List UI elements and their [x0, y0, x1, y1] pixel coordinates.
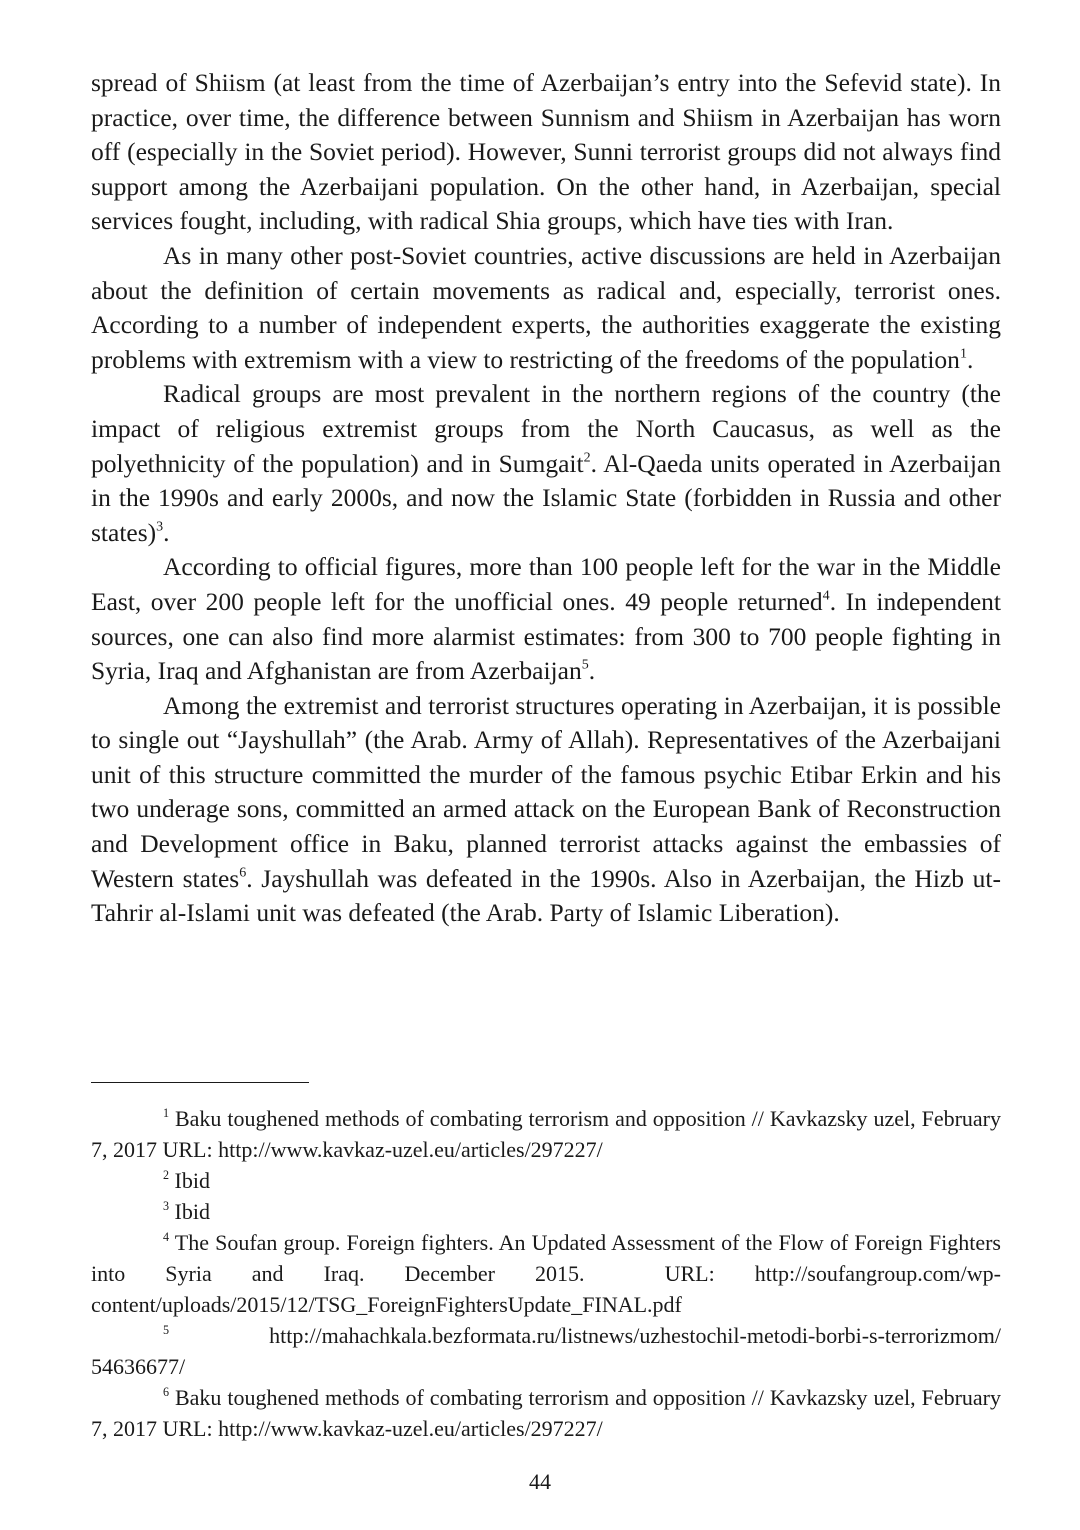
text-run: Radical groups are most prevalent in the northern regions of the country (the impact of religious extremist groups from the North Caucasus, as well as the polyethnicity of the population) and in Sumgait — [91, 379, 1001, 478]
footnote-text: Baku toughened methods of combating terrorism and opposition // Kavkazsky uzel, February 7, 2017 URL: http://www.kavkaz-uzel.eu/articles/297227/ — [91, 1385, 1001, 1441]
footnote-separator — [91, 1082, 309, 1083]
text-run: spread of Shiism (at least from the time of Azerbaijan’s entry into the Sefevid state). In practice, over time, the difference between Sunnism and Shiism in Azerbaijan has worn off (especially in the Soviet period). However, Sunni terrorist groups did not always find support among the Azerbaijani population. On the other hand, in Azerbaijan, special services fought, including, with radical Shia groups, which have ties with Iran. — [91, 68, 1001, 236]
footnote-number: 3 — [163, 1198, 170, 1213]
footnote-text: Ibid — [169, 1199, 210, 1224]
text-run: . — [163, 517, 170, 547]
paragraph — [91, 239, 1001, 377]
page-number: 44 — [529, 1469, 551, 1494]
footnote-reference: 3 — [156, 519, 164, 535]
text-run: As in many other post-Soviet countries, active discussions are held in Azerbaijan about the definition of certain movements as radical and, especially, terrorist ones. According to a number of independent experts, the authorities exaggerate the existing problems with extremism with a view to restricting of the freedoms of the population — [91, 240, 1001, 374]
footnote-reference: 5 — [581, 657, 589, 673]
footnote — [91, 1227, 1001, 1320]
footnote-reference: 2 — [583, 450, 591, 466]
footnote-reference: 4 — [822, 588, 830, 604]
footnote — [91, 1196, 1001, 1227]
text-run: Among the extremist and terrorist structures operating in Azerbaijan, it is possible to single out “Jayshullah” (the Arab. Army of Allah). Representatives of the Azerbaijani unit of this structure committed the murder of the famous psychic Etibar Erkin and his two underage sons, committed an armed attack on the European Bank of Reconstruction and Development office in Baku, planned terrorist attacks against the embassies of Western states — [91, 690, 1001, 893]
footnote-number: 2 — [163, 1167, 170, 1182]
text-run: . — [588, 656, 596, 686]
text-run: . Jayshullah was defeated in the 1990s. Also in Azerbaijan, the Hizb ut-Tahrir al-Islami unit was defeated (the Arab. Party of Islamic Liberation). — [91, 863, 1001, 928]
text-run: According to official figures, more than 100 people left for the war in the Middle East, over 200 people left for the unofficial ones. 49 people returned — [91, 552, 1001, 616]
footnote-reference: 1 — [959, 346, 967, 362]
footnote-text: http://mahachkala.bezformata.ru/listnews/uzhestochil-metodi-borbi-s-terrorizmom/ 54636677/ — [91, 1323, 1001, 1379]
paragraph — [91, 377, 1001, 550]
paragraph — [91, 689, 1001, 931]
footnote — [91, 1382, 1001, 1444]
body-text — [91, 66, 1001, 931]
footnote — [91, 1165, 1001, 1196]
footnote-text: The Soufan group. Foreign fighters. An Updated Assessment of the Flow of Foreign Fighters into Syria and Iraq. December 2015. URL: http://soufangroup.com/wp-content/uploads/2015/12/TSG_ForeignFightersUpdate_FINAL.pdf — [91, 1230, 1001, 1317]
footnote-number: 5 — [163, 1322, 170, 1337]
footnote-text: Baku toughened methods of combating terrorism and opposition // Kavkazsky uzel, February 7, 2017 URL: http://www.kavkaz-uzel.eu/articles/297227/ — [91, 1106, 1001, 1162]
footnote-text: Ibid — [169, 1168, 210, 1193]
paragraph — [91, 550, 1001, 688]
footnote-number: 1 — [163, 1105, 170, 1120]
footnote-reference: 6 — [239, 865, 247, 881]
footnotes — [91, 1103, 1001, 1444]
text-run: . — [966, 344, 974, 374]
text-run: . Al-Qaeda units operated in Azerbaijan in the 1990s and early 2000s, and now the Islamic State (forbidden in Russia and other states) — [91, 448, 1001, 547]
footnote-number: 6 — [163, 1384, 170, 1399]
footnote — [91, 1103, 1001, 1165]
text-run: . In independent sources, one can also find more alarmist estimates: from 300 to 700 people fighting in Syria, Iraq and Afghanistan are from Azerbaijan — [91, 586, 1001, 686]
footnote — [91, 1320, 1001, 1382]
footnote-number: 4 — [163, 1229, 170, 1244]
paragraph — [91, 66, 1001, 239]
